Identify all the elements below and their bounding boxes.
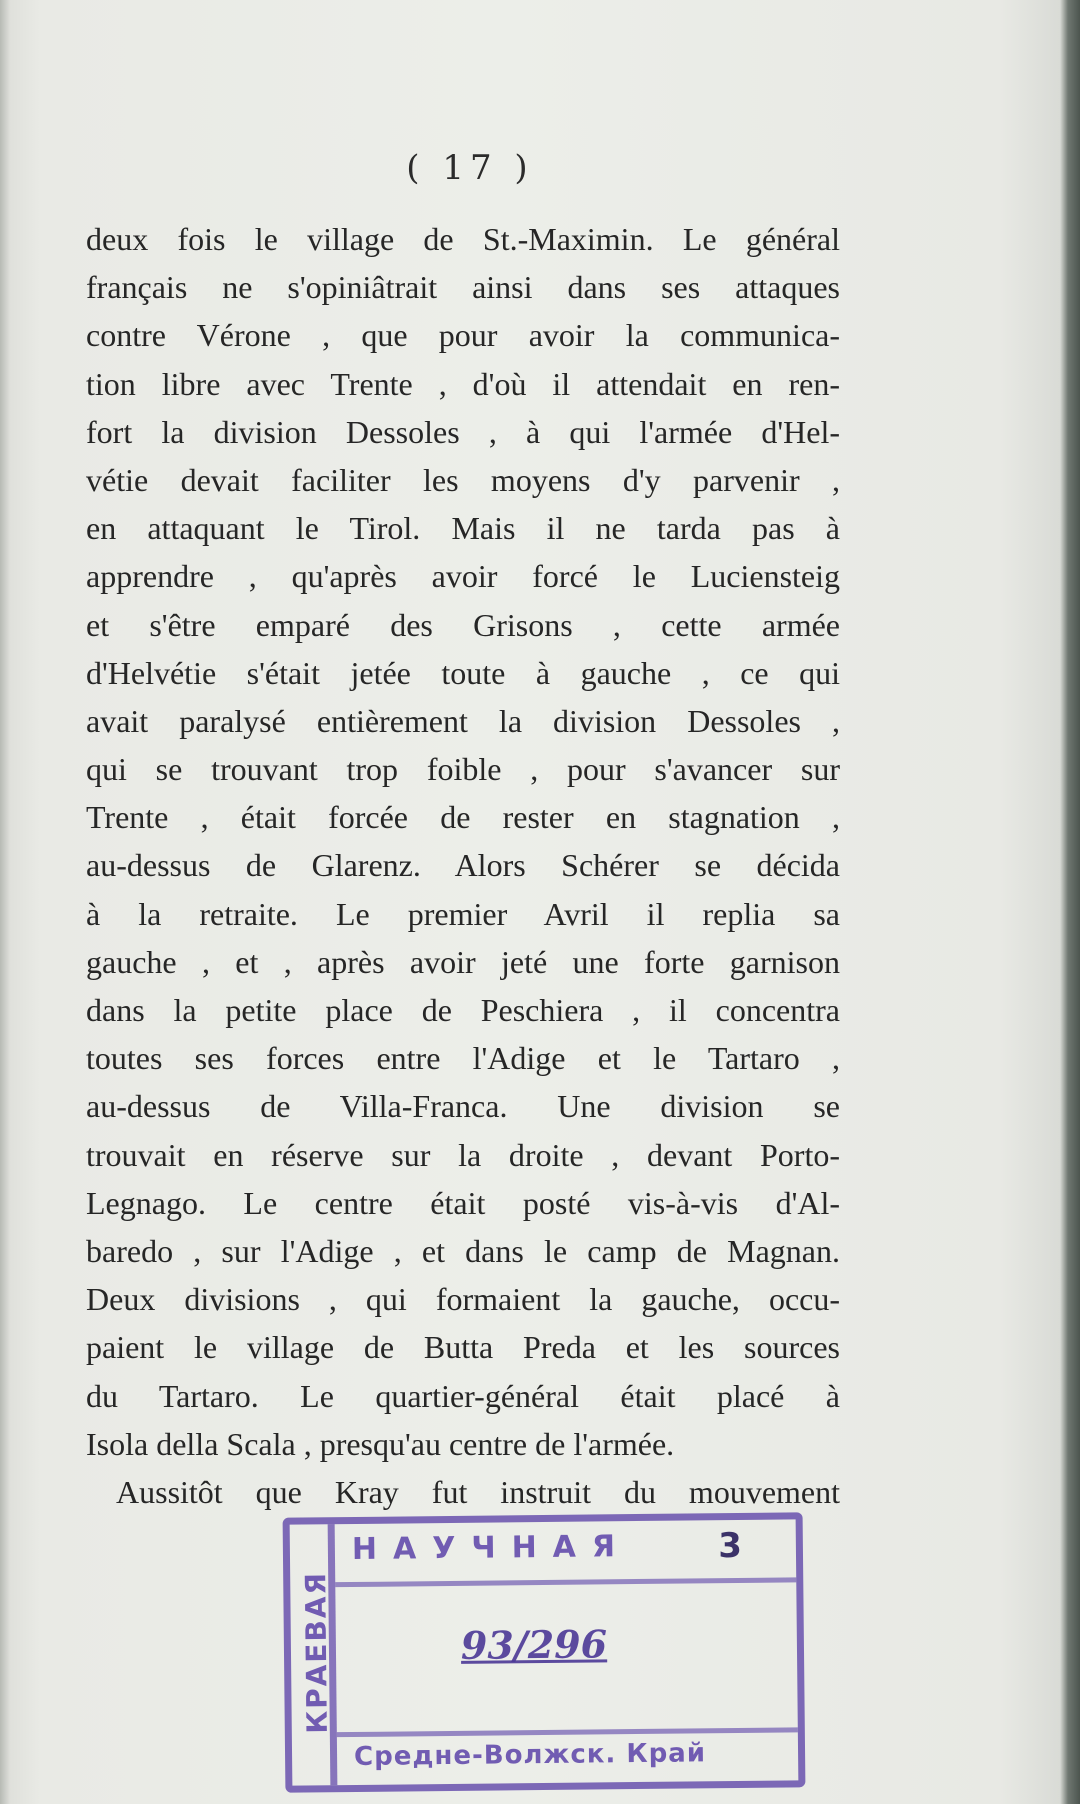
text-line: du Tartaro. Le quartier-général était placé à	[86, 1377, 840, 1414]
text-line: baredo , sur l'Adige , et dans le camp de Magnan.	[86, 1232, 840, 1269]
text-line: et s'être emparé des Grisons , cette armée	[86, 606, 840, 643]
stamp-inventory-number: 93/296	[460, 1621, 608, 1668]
library-stamp	[283, 1512, 806, 1792]
text-line: au-dessus de Villa-Franca. Une division se	[86, 1088, 840, 1125]
stamp-top-text: НАУЧНАЯ	[351, 1529, 632, 1568]
binding-edge	[0, 0, 10, 1804]
text-line: français ne s'opiniâtrait ainsi dans ses attaques	[86, 269, 840, 306]
stamp-rule	[337, 1727, 798, 1737]
text-line: Isola della Scala , presqu'au centre de l'armée.	[86, 1425, 675, 1462]
text-line: paient le village de Butta Preda et les sources	[86, 1329, 840, 1366]
text-line: d'Helvétie s'était jetée toute à gauche , ce qui	[86, 654, 840, 691]
text-line: Aussitôt que Kray fut instruit du mouvement	[116, 1473, 840, 1510]
text-line: Legnago. Le centre était posté vis-à-vis d'Al-	[86, 1184, 840, 1221]
page-number: ( 17 )	[406, 148, 534, 188]
text-line: tion libre avec Trente , d'où il attendait en ren-	[86, 365, 840, 402]
text-line: au-dessus de Glarenz. Alors Schérer se décida	[86, 847, 840, 884]
text-line: deux fois le village de St.-Maximin. Le général	[86, 221, 840, 257]
stamp-side-text: КРАЕВАЯ	[299, 1570, 334, 1734]
text-line: qui se trouvant trop foible , pour s'avancer sur	[86, 751, 840, 788]
text-line: apprendre , qu'après avoir forcé le Luciensteig	[86, 558, 840, 595]
text-line: toutes ses forces entre l'Adige et le Tartaro ,	[86, 1040, 840, 1077]
text-line: Deux divisions , qui formaient la gauche, occu-	[86, 1281, 840, 1318]
text-line: en attaquant le Tirol. Mais il ne tarda pas à	[86, 510, 840, 547]
stamp-bottom-text: Средне-Волжск. Край	[353, 1738, 707, 1772]
text-line: avait paralysé entièrement la division Dessoles ,	[86, 702, 840, 739]
stamp-number: 3	[718, 1525, 743, 1567]
text-line: dans la petite place de Peschiera , il concentra	[86, 992, 840, 1028]
text-line: trouvait en réserve sur la droite , devant Porto-	[86, 1136, 840, 1173]
text-line: contre Vérone , que pour avoir la communica-	[86, 317, 840, 354]
text-line: vétie devait faciliter les moyens d'y parvenir ,	[86, 461, 840, 498]
body-text	[86, 215, 840, 1516]
text-line: fort la division Dessoles , à qui l'armée d'Hel-	[86, 413, 840, 450]
text-line: Trente , était forcée de rester en stagnation ,	[86, 799, 840, 836]
stamp-rule	[335, 1577, 796, 1587]
text-line: à la retraite. Le premier Avril il replia sa	[86, 895, 840, 932]
text-line: gauche , et , après avoir jeté une forte garnison	[86, 943, 840, 980]
